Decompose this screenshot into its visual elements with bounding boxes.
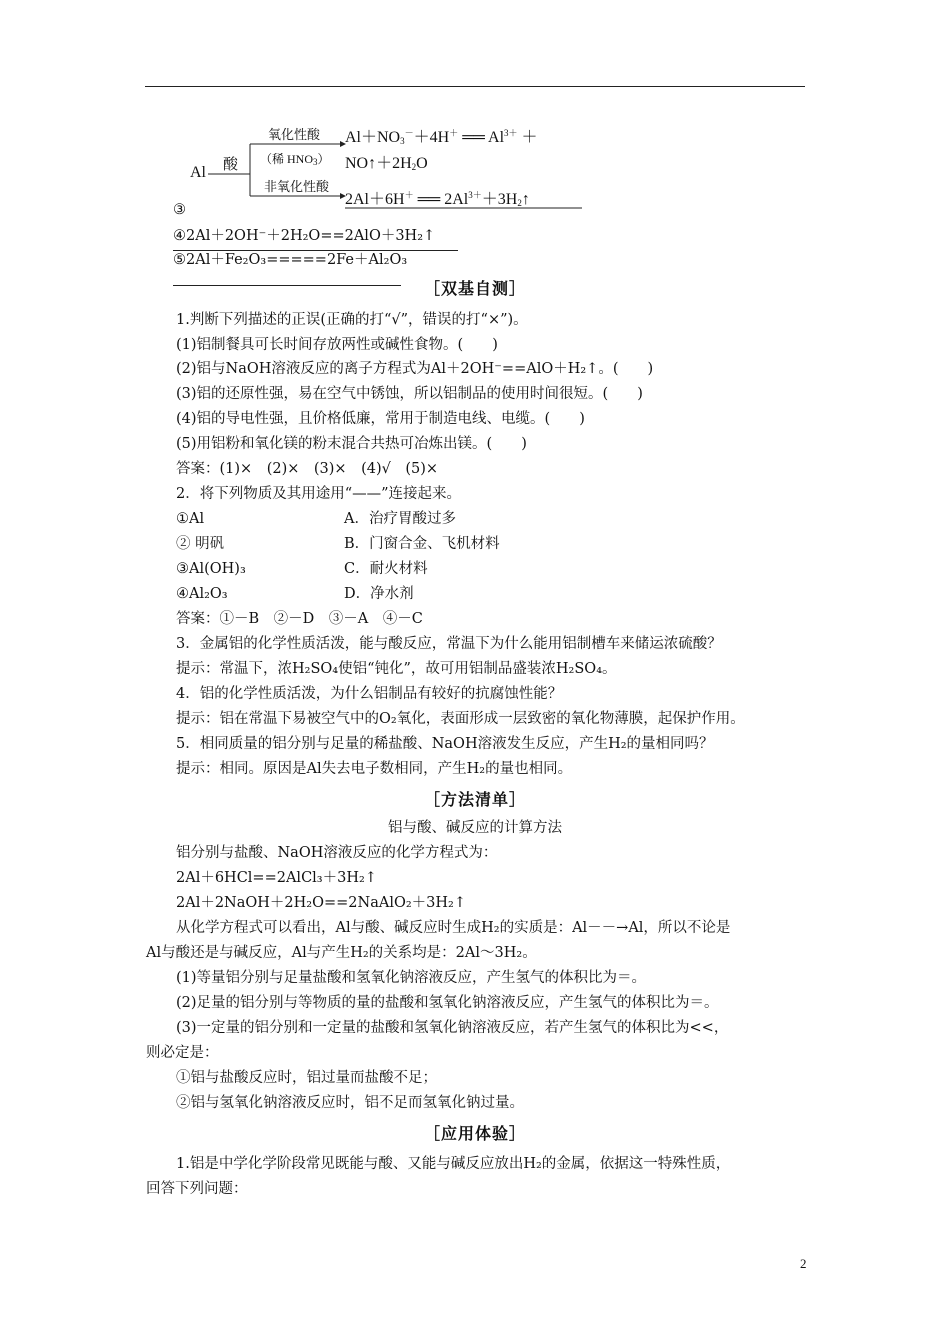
- method-equation-2: 2Al＋2NaOH＋2H₂O==2NaAlO₂＋3H₂↑: [176, 895, 466, 911]
- q1-item-3: (3)铝的还原性强，易在空气中锈蚀，所以铝制品的使用时间很短。( ): [176, 386, 643, 402]
- q3-stem: 3．金属铝的化学性质活泼，能与酸反应，常温下为什么能用铝制槽车来储运浓硫酸？: [176, 636, 722, 652]
- method-title: 铝与酸、碱反应的计算方法: [388, 820, 562, 836]
- non-oxidizing-acid-label: 非氧化性酸: [264, 180, 330, 195]
- q2-left-2: ② 明矾: [176, 536, 225, 552]
- item-4-equation: ④2Al＋2OH⁻＋2H₂O==2AlO＋3H₂↑: [173, 228, 436, 244]
- section-title-method-list: ［方法清单］: [423, 790, 526, 809]
- q5-stem: 5．相同质量的铝分别与足量的稀盐酸、NaOH溶液发生反应，产生H₂的量相同吗？: [176, 736, 714, 752]
- method-intro: 铝分别与盐酸、NaOH溶液反应的化学方程式为：: [176, 845, 498, 861]
- equation-non-oxidizing: 2Al＋6H＋ ══ $2Al^{3+}+3H_2↑$: [345, 190, 530, 208]
- q3-hint: 提示：常温下，浓H₂SO₄使铝“钝化”，故可用铝制品盛装浓H₂SO₄。: [176, 661, 617, 677]
- q4-hint: 提示：铝在常温下易被空气中的O₂氧化，表面形成一层致密的氧化物薄膜，起保护作用。: [176, 711, 745, 727]
- equation-oxidizing-1: $Al+NO_3^-+4H^+$ ══ $Al^{3+}$ ＋: [345, 128, 538, 146]
- q1-item-2: (2)铝与NaOH溶液反应的离子方程式为Al＋2OH⁻==AlO＋H₂↑。( ): [176, 361, 654, 377]
- q1-item-4: (4)铝的导电性强，且价格低廉，常用于制造电线、电缆。( ): [176, 411, 585, 427]
- q2-right-2: B．门窗合金、飞机材料: [344, 536, 500, 552]
- q2-left-4: ④Al₂O₃: [176, 586, 228, 602]
- item-3: ③: [173, 202, 186, 218]
- q2-right-1: A．治疗胃酸过多: [344, 511, 456, 527]
- page-number: 2: [800, 1256, 807, 1271]
- q1-answer: 答案：(1)× (2)× (3)× (4)√ (5)×: [176, 461, 439, 477]
- method-point-3-cont: 则必定是：: [146, 1045, 219, 1061]
- section-title-application: ［应用体验］: [423, 1124, 526, 1143]
- q1-stem: 1.判断下列描述的正误(正确的打“√”，错误的打“×”)。: [176, 312, 528, 328]
- q1-item-1: (1)铝制餐具可长时间存放两性或碱性食物。( ): [176, 337, 498, 353]
- q4-stem: 4．铝的化学性质活泼，为什么铝制品有较好的抗腐蚀性能？: [176, 686, 563, 702]
- q2-left-3: ③Al(OH)₃: [176, 561, 246, 577]
- section-title-basic-self-test: ［双基自测］: [423, 279, 526, 298]
- q2-right-4: D．净水剂: [344, 586, 414, 602]
- q1-item-5: (5)用铝粉和氧化镁的粉末混合共热可冶炼出镁。( ): [176, 436, 527, 452]
- al-label: Al: [190, 164, 206, 181]
- aluminum-acid-diagram: [190, 120, 610, 220]
- method-equation-1: 2Al＋6HCl==2AlCl₃＋3H₂↑: [176, 870, 377, 886]
- acid-label: 酸: [223, 155, 239, 173]
- method-point-1: (1)等量铝分别与足量盐酸和氢氧化钠溶液反应，产生氢气的体积比为＝。: [176, 970, 647, 986]
- method-point-3: (3)一定量的铝分别和一定量的盐酸和氢氧化钠溶液反应，若产生氢气的体积比为<<，: [176, 1020, 729, 1036]
- dilute-hno3-label: （稀 $HNO_3$）: [260, 152, 330, 167]
- method-case-2: ②铝与氢氧化钠溶液反应时，铝不足而氢氧化钠过量。: [176, 1095, 524, 1111]
- q2-left-1: ①Al: [176, 511, 205, 527]
- method-case-1: ①铝与盐酸反应时，铝过量而盐酸不足；: [176, 1070, 437, 1086]
- equation-oxidizing-2: $NO↑+2H_2O$: [345, 155, 428, 172]
- oxidizing-acid-label: 氧化性酸: [268, 128, 321, 143]
- method-point-2: (2)足量的铝分别与等物质的量的盐酸和氢氧化钠溶液反应，产生氢气的体积比为＝。: [176, 995, 719, 1011]
- method-paragraph-line-2: Al与酸还是与碱反应，Al与产生H₂的关系均是：2Al～3H₂。: [146, 945, 537, 961]
- q2-right-3: C．耐火材料: [344, 561, 428, 577]
- app-q1-line-1: 1.铝是中学化学阶段常见既能与酸、又能与碱反应放出H₂的金属，依据这一特殊性质，: [176, 1156, 731, 1172]
- app-q1-line-2: 回答下列问题：: [146, 1181, 248, 1197]
- item-5-equation: ⑤2Al＋Fe₂O₃=====2Fe＋Al₂O₃: [173, 252, 408, 268]
- q5-hint: 提示：相同。原因是Al失去电子数相同，产生H₂的量也相同。: [176, 761, 573, 777]
- q2-stem: 2．将下列物质及其用途用“——”连接起来。: [176, 486, 462, 502]
- q2-answer: 答案：①－B ②－D ③－A ④－C: [176, 611, 423, 627]
- method-paragraph-line-1: 从化学方程式可以看出，Al与酸、碱反应时生成H₂的实质是：Al－－→Al，所以不论是: [176, 920, 731, 936]
- header-rule: [145, 86, 805, 87]
